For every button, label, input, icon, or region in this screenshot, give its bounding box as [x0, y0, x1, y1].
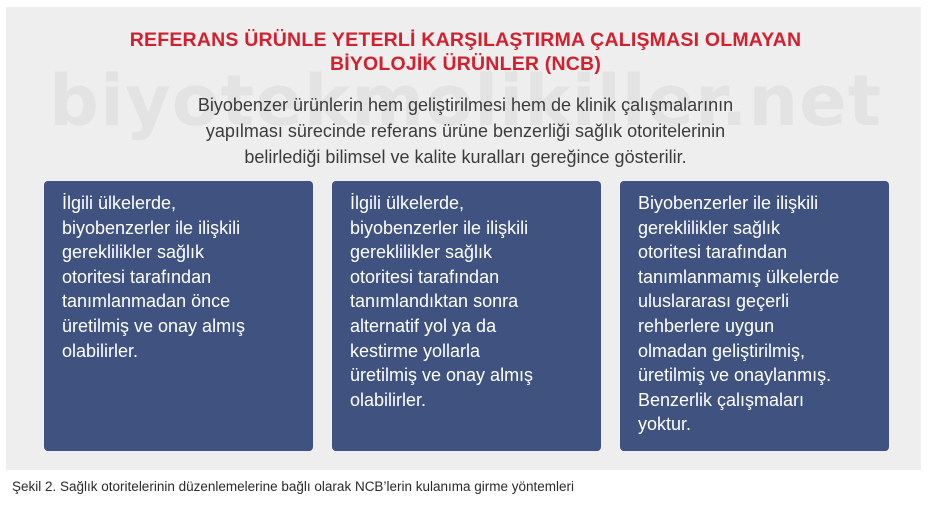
- intro-line-3: belirlediği bilimsel ve kalite kuralları gereğince gösterilir.: [244, 147, 687, 167]
- card-line: yoktur.: [638, 414, 692, 435]
- card-line: gereklilikler sağlık: [62, 242, 205, 263]
- card-line: rehberlere uygun: [638, 315, 775, 336]
- card-line: üretilmiş ve onay almış: [350, 365, 534, 386]
- card-line: tanımlanmadan önce: [62, 291, 231, 312]
- intro-line-1: Biyobenzer ürünlerin hem geliştirilmesi hem de klinik çalışmalarının: [197, 95, 734, 115]
- card-line: İlgili ülkelerde,: [62, 193, 177, 213]
- card-line: olabilirler.: [62, 340, 139, 361]
- info-card-1: [44, 181, 313, 451]
- info-card-2: [332, 181, 601, 451]
- card-line: üretilmiş ve onaylanmış.: [638, 365, 832, 386]
- card-line: tanımlanmamış ülkelerde: [638, 266, 840, 287]
- card-line: olabilirler.: [350, 389, 427, 410]
- figure-caption: Şekil 2. Sağlık otoritelerinin düzenlemelerine bağlı olarak NCB’lerin kulanıma girme yöntemleri: [12, 479, 575, 494]
- info-card-3: [620, 181, 889, 451]
- card-line: üretilmiş ve onay almış: [62, 315, 246, 336]
- card-line: otoritesi tarafından: [62, 266, 212, 287]
- intro-line-2: yapılması sürecinde referans ürüne benzerliği sağlık otoritelerinin: [205, 121, 726, 141]
- card-line: tanımlandıktan sonra: [350, 291, 519, 312]
- card-line: alternatif yol ya da: [350, 315, 497, 336]
- card-line: biyobenzerler ile ilişkili: [350, 217, 529, 238]
- card-line: kestirme yollarla: [350, 340, 481, 361]
- card-line: gereklilikler sağlık: [638, 217, 781, 238]
- card-line: otoritesi tarafından: [350, 266, 500, 287]
- card-line: uluslararası geçerli: [638, 291, 790, 312]
- card-line: gereklilikler sağlık: [350, 242, 493, 263]
- figure-title-line-1: REFERANS ÜRÜNLE YETERLİ KARŞILAŞTIRMA ÇALIŞMASI OLMAYAN: [129, 29, 802, 51]
- card-line: Biyobenzerler ile ilişkili: [638, 193, 819, 213]
- card-line: İlgili ülkelerde,: [350, 193, 465, 213]
- card-line: olmadan geliştirilmiş,: [638, 340, 806, 361]
- card-line: biyobenzerler ile ilişkili: [62, 217, 241, 238]
- intro-paragraph: [120, 92, 811, 170]
- figure-title: [60, 28, 871, 76]
- card-line: Benzerlik çalışmaları: [638, 389, 805, 410]
- card-line: otoritesi tarafından: [638, 242, 788, 263]
- figure-title-line-2: BİYOLOJİK ÜRÜNLER (NCB): [329, 53, 602, 75]
